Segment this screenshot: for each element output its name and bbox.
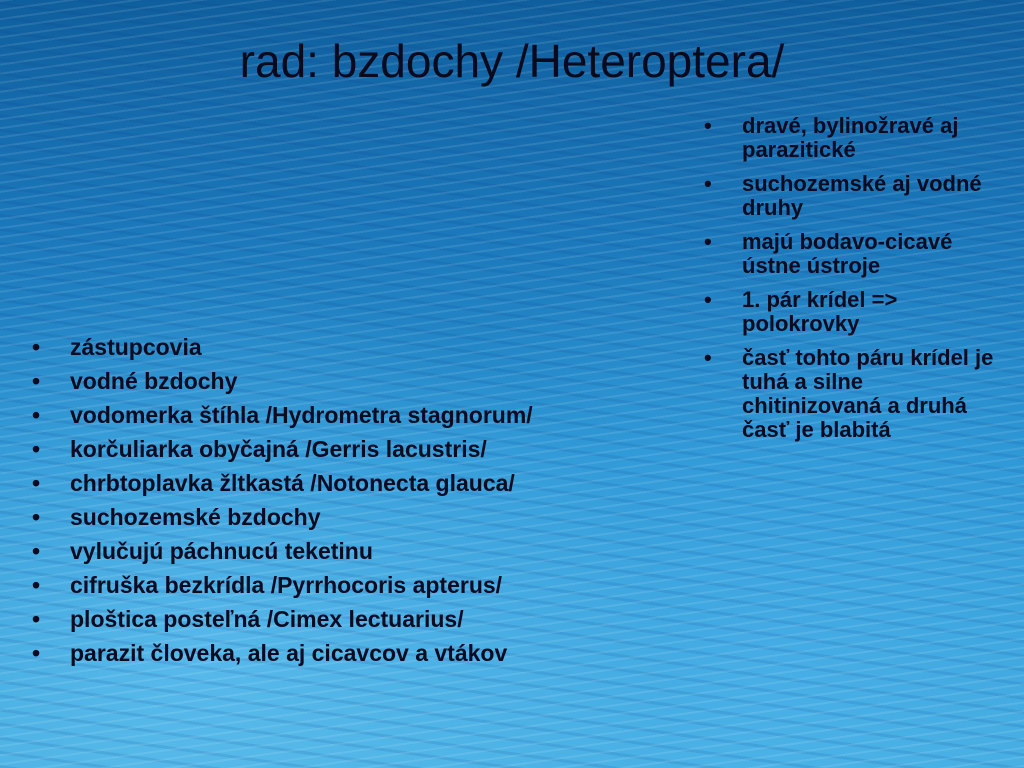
list-item-text: 1. pár krídel => polokrovky	[742, 287, 898, 336]
list-item	[30, 500, 690, 534]
bullet-icon: •	[32, 436, 41, 462]
list-item	[30, 398, 690, 432]
bullet-icon: •	[704, 287, 712, 312]
list-item	[702, 172, 1002, 220]
list-item-text: vylučujú páchnucú teketinu	[70, 538, 373, 564]
list-item	[30, 432, 690, 466]
list-item-text: suchozemské aj vodné druhy	[742, 171, 982, 220]
list-item-text: ploštica posteľná /Cimex lectuarius/	[70, 606, 464, 632]
list-item-text: chrbtoplavka žltkastá /Notonecta glauca/	[70, 470, 515, 496]
bullet-icon: •	[32, 640, 41, 666]
bullet-icon: •	[32, 470, 41, 496]
list-item	[30, 568, 690, 602]
right-bullet-list	[702, 114, 1002, 452]
slide-title: rad: bzdochy /Heteroptera/	[239, 35, 785, 87]
list-item-text: majú bodavo-cicavé ústne ústroje	[742, 229, 953, 278]
list-item-text: časť tohto páru krídel je tuhá a silne chitinizovaná a druhá časť je blabitá	[742, 345, 994, 442]
list-item	[702, 114, 1002, 162]
bullet-icon: •	[32, 606, 41, 632]
list-item	[30, 534, 690, 568]
list-item-text: zástupcovia	[70, 334, 202, 360]
list-item-text: vodomerka štíhla /Hydrometra stagnorum/	[70, 402, 533, 428]
list-item-text: dravé, bylinožravé aj parazitické	[742, 113, 959, 162]
list-item	[30, 364, 690, 398]
bullet-icon: •	[32, 334, 41, 360]
bullet-icon: •	[704, 345, 712, 370]
bullet-icon: •	[704, 229, 712, 254]
list-item-text: parazit človeka, ale aj cicavcov a vtákov	[70, 640, 508, 666]
bullet-icon: •	[32, 572, 41, 598]
list-item	[702, 288, 1002, 336]
list-item	[702, 230, 1002, 278]
list-item	[30, 636, 690, 670]
list-item	[30, 602, 690, 636]
bullet-icon: •	[32, 402, 41, 428]
list-item-text: cifruška bezkrídla /Pyrrhocoris apterus/	[70, 572, 503, 598]
bullet-icon: •	[704, 113, 712, 138]
list-item-text: korčuliarka obyčajná /Gerris lacustris/	[70, 436, 487, 462]
list-item-text: suchozemské bzdochy	[70, 504, 321, 530]
bullet-icon: •	[32, 368, 41, 394]
bullet-icon: •	[32, 538, 41, 564]
list-item	[702, 346, 1002, 442]
left-bullet-list	[30, 330, 690, 670]
list-item	[30, 330, 690, 364]
bullet-icon: •	[704, 171, 712, 196]
list-item	[30, 466, 690, 500]
bullet-icon: •	[32, 504, 41, 530]
list-item-text: vodné bzdochy	[70, 368, 238, 394]
